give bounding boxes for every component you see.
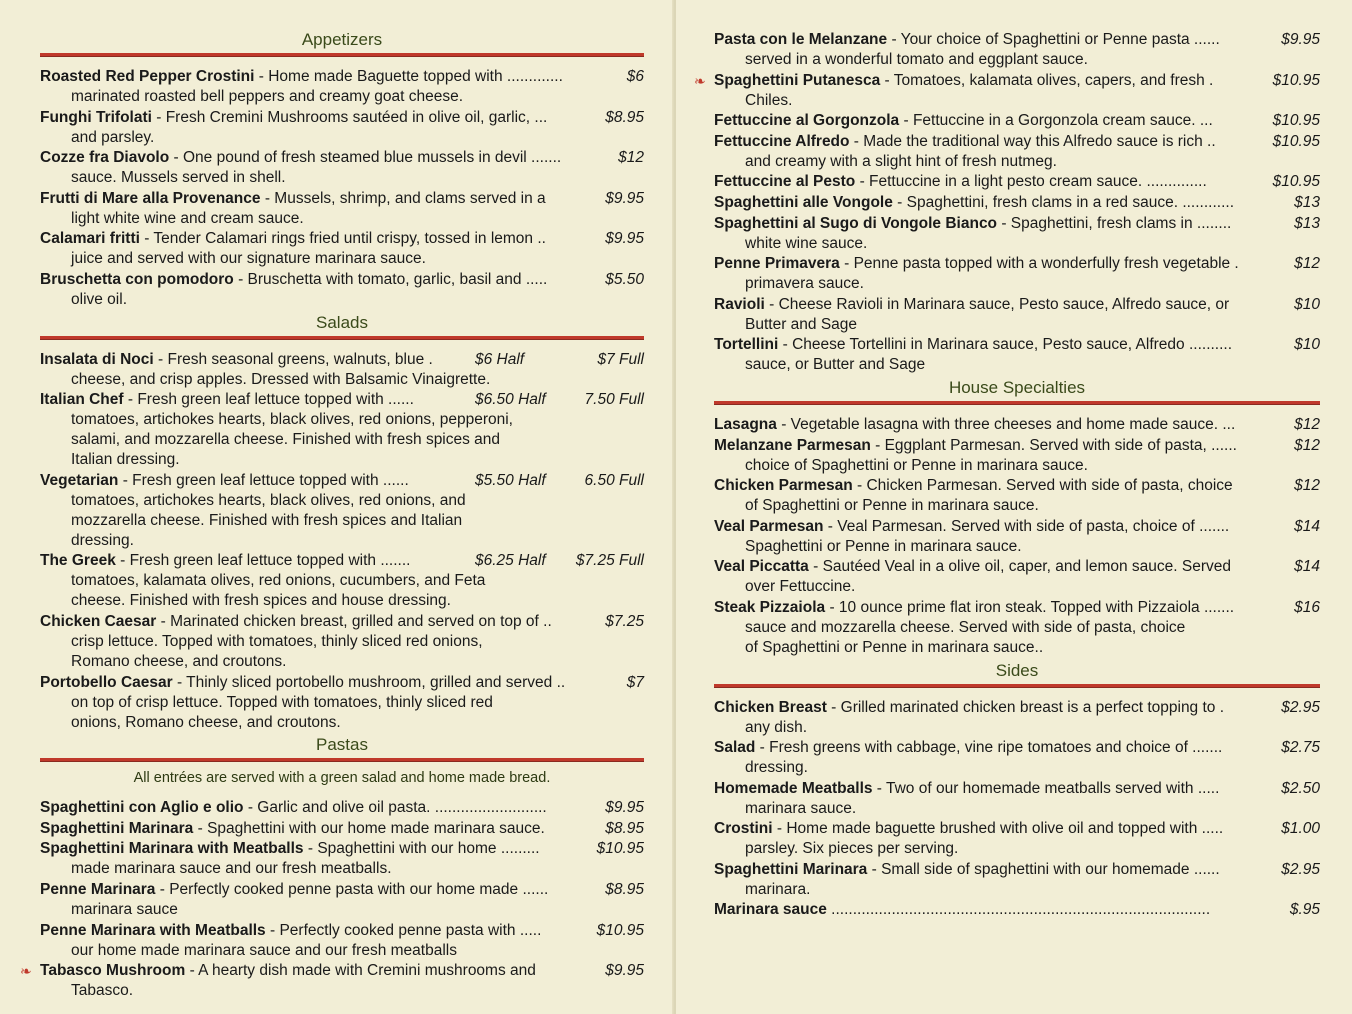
menu-item <box>714 172 1320 192</box>
item-first-line <box>40 551 644 571</box>
item-description-cont: crisp lettuce. Topped with tomatoes, thinly sliced red onions, <box>71 632 483 650</box>
item-price: $10.95 <box>596 921 644 939</box>
menu-item <box>714 295 1320 335</box>
item-description: - Eggplant Parmesan. Served with side of pasta, ...... <box>870 436 1237 454</box>
item-description-cont: parsley. Six pieces per serving. <box>745 840 959 858</box>
section-rule <box>714 401 1320 405</box>
menu-item <box>714 436 1320 476</box>
item-name: Salad <box>714 739 756 757</box>
item-price: $.95 <box>1289 901 1320 919</box>
item-price: $8.95 <box>605 819 644 837</box>
item-description: - Vegetable lasagna with three cheeses and home made sauce. ... <box>776 415 1236 433</box>
item-first-line <box>714 132 1320 152</box>
item-first-line <box>714 30 1320 50</box>
item-description: - Tomatoes, kalamata olives, capers, and fresh . <box>880 71 1214 89</box>
item-name: Insalata di Noci <box>40 350 154 368</box>
item-description: - Fresh greens with cabbage, vine ripe tomatoes and choice of ....... <box>755 739 1223 757</box>
item-price-half: $6 Half <box>475 350 525 368</box>
item-description-cont: choice of Spaghettini or Penne in marinara sauce. <box>745 456 1088 474</box>
item-name: Fettuccine al Gorgonzola <box>714 112 900 130</box>
item-name: Homemade Meatballs <box>714 779 873 797</box>
item-price: $10.95 <box>1272 71 1320 89</box>
menu-left-page <box>0 0 674 1014</box>
item-description-cont: cheese. Finished with fresh spices and house dressing. <box>71 592 451 610</box>
item-name: Spaghettini alle Vongole <box>714 193 893 211</box>
item-price: $10.95 <box>1272 112 1320 130</box>
item-price: $12 <box>1294 436 1320 454</box>
item-name: Bruschetta con pomodoro <box>40 270 234 288</box>
menu-item <box>714 214 1320 254</box>
menu-item <box>714 132 1320 172</box>
item-first-line <box>40 819 644 839</box>
section-rule <box>40 336 644 340</box>
item-price: $7.25 <box>605 612 644 630</box>
item-price: $12 <box>1294 415 1320 433</box>
item-description-cont: primavera sauce. <box>745 275 864 293</box>
section-rule <box>714 684 1320 688</box>
item-first-line <box>40 921 644 941</box>
item-description-cont: marinara sauce <box>71 900 178 918</box>
item-name: The Greek <box>40 552 116 570</box>
item-name: Fettuccine al Pesto <box>714 173 856 191</box>
section-title-appetizers: Appetizers <box>301 30 383 49</box>
item-first-line <box>714 900 1320 920</box>
item-price: $9.95 <box>1281 31 1320 48</box>
item-description-cont: marinated roasted bell peppers and creamy goat cheese. <box>71 88 464 105</box>
item-price: $9.95 <box>605 962 644 980</box>
item-description: - Penne pasta topped with a wonderfully fresh vegetable . <box>839 255 1239 273</box>
item-price: $12 <box>618 149 644 167</box>
menu-item <box>40 921 644 961</box>
item-name: Portobello Caesar <box>40 673 173 691</box>
item-name: Tortellini <box>714 336 779 354</box>
item-description-cont: sauce, or Butter and Sage <box>745 356 926 374</box>
menu-item <box>714 779 1320 819</box>
section-title-sides: Sides <box>995 660 1039 680</box>
item-description-cont: on top of crisp lettuce. Topped with tomatoes, thinly sliced red <box>71 693 493 711</box>
item-description-cont: our home made marinara sauce and our fresh meatballs <box>71 941 457 959</box>
section-rule <box>40 758 644 762</box>
item-name: Spaghettini Marinara <box>714 860 868 878</box>
item-description: - Sautéed Veal in a olive oil, caper, and lemon sauce. Served <box>808 558 1232 576</box>
item-price: $16 <box>1294 598 1320 616</box>
item-first-line <box>714 111 1320 131</box>
item-first-line <box>714 172 1320 192</box>
item-first-line <box>40 350 644 370</box>
item-first-line <box>40 961 644 981</box>
item-price-full: $7 Full <box>597 350 644 368</box>
item-description: - Bruschetta with tomato, garlic, basil and ..... <box>233 270 548 288</box>
item-name: Funghi Trifolati <box>40 108 152 126</box>
item-description-cont: Tabasco. <box>71 982 134 1000</box>
section-title-house: House Specialties <box>948 377 1086 397</box>
item-description: - Spaghettini with our home ......... <box>303 840 540 858</box>
menu-item <box>714 30 1320 70</box>
menu-item <box>40 67 644 107</box>
item-first-line <box>714 738 1320 758</box>
item-description: - Cheese Tortellini in Marinara sauce, Pesto sauce, Alfredo .......... <box>778 336 1233 354</box>
item-name: Spaghettini Marinara <box>40 819 194 837</box>
item-description: - Fresh green leaf lettuce topped with ...... <box>118 471 409 489</box>
item-first-line <box>40 67 644 87</box>
menu-item <box>40 148 644 188</box>
item-first-line <box>714 598 1320 618</box>
menu-item <box>40 673 644 733</box>
item-price: $12 <box>1294 255 1320 273</box>
item-name: Steak Pizzaiola <box>714 598 826 616</box>
item-description: - Perfectly cooked penne pasta with ..... <box>265 921 542 939</box>
section-note: All entrées are served with a green salad and home made bread. <box>133 770 551 787</box>
item-description-cont: tomatoes, artichokes hearts, black olives, red onions, and <box>71 491 466 509</box>
item-description-cont: cheese, and crisp apples. Dressed with Balsamic Vinaigrette. <box>71 370 491 388</box>
item-price-full: 6.50 Full <box>584 471 644 489</box>
item-name: Vegetarian <box>40 471 119 489</box>
left-column <box>20 28 644 1002</box>
item-price: $10 <box>1294 336 1320 354</box>
item-description-cont: over Fettuccine. <box>745 578 856 596</box>
item-first-line <box>40 148 644 168</box>
menu-item <box>714 860 1320 900</box>
item-description-cont: juice and served with our signature marinara sauce. <box>71 250 426 268</box>
item-description-cont: served in a wonderful tomato and eggplant sauce. <box>745 51 1088 68</box>
item-description: - Spaghettini, fresh clams in a red sauce. ............ <box>892 193 1234 211</box>
item-price-full: 7.50 Full <box>584 391 644 409</box>
item-name: Chicken Breast <box>714 698 827 716</box>
item-description: - Made the traditional way this Alfredo sauce is rich .. <box>849 132 1216 150</box>
item-description-cont: marinara sauce. <box>745 799 857 817</box>
item-description-cont: mozzarella cheese. Finished with fresh spices and Italian <box>71 511 463 529</box>
menu-right-page <box>676 0 1352 1014</box>
item-description-cont: Chiles. <box>745 91 793 109</box>
item-name: Penne Marinara with Meatballs <box>40 921 266 939</box>
item-price: $13 <box>1294 214 1320 232</box>
item-name: Veal Parmesan <box>714 517 824 535</box>
item-first-line <box>714 254 1320 274</box>
item-price: $9.95 <box>605 230 644 248</box>
item-first-line <box>40 612 644 632</box>
menu-item <box>714 254 1320 294</box>
item-price: $2.95 <box>1281 860 1320 878</box>
item-first-line <box>40 839 644 859</box>
item-price: $10 <box>1294 295 1320 313</box>
item-description-cont: sauce. Mussels served in shell. <box>71 169 286 187</box>
item-price: $7 <box>626 673 644 691</box>
item-name: Chicken Caesar <box>40 612 157 630</box>
item-first-line <box>40 189 644 209</box>
item-description: - Fresh green leaf lettuce topped with ....... <box>115 552 411 570</box>
section-title-salads: Salads <box>316 312 368 332</box>
item-first-line <box>40 390 644 410</box>
item-description-cont: sauce and mozzarella cheese. Served with side of pasta, choice <box>745 618 1186 636</box>
menu-item <box>714 335 1320 375</box>
item-price-half: $6.50 Half <box>475 391 546 409</box>
menu-item <box>714 557 1320 597</box>
item-price: $14 <box>1294 558 1320 576</box>
item-description-cont: white wine sauce. <box>745 234 868 252</box>
item-description-cont: and creamy with a slight hint of fresh nutmeg. <box>745 152 1057 170</box>
item-name: Frutti di Mare alla Provenance <box>40 189 261 207</box>
item-price: $14 <box>1294 517 1320 535</box>
item-first-line <box>714 415 1320 435</box>
item-first-line <box>714 335 1320 355</box>
item-price: $6 <box>626 68 644 85</box>
item-name: Veal Piccatta <box>714 558 809 576</box>
item-description-cont: light white wine and cream sauce. <box>71 209 304 227</box>
item-name: Pasta con le Melanzane <box>714 31 888 48</box>
item-price: $9.95 <box>605 799 644 817</box>
menu-item <box>40 798 644 818</box>
item-first-line <box>714 779 1320 799</box>
item-description: - Fresh green leaf lettuce topped with ...... <box>123 391 414 409</box>
item-description: - Spaghettini with our home made marinara sauce. <box>193 819 545 837</box>
menu-item <box>714 111 1320 131</box>
chili-pepper-icon: ❧ <box>20 963 32 980</box>
item-price-full: $7.25 Full <box>575 552 644 570</box>
item-first-line <box>714 71 1320 91</box>
item-description: - Spaghettini, fresh clams in ........ <box>997 214 1232 232</box>
item-name: Roasted Red Pepper Crostini <box>40 68 255 85</box>
item-description: - Veal Parmesan. Served with side of pasta, choice of ....... <box>823 517 1230 535</box>
item-price-half: $5.50 Half <box>475 471 546 489</box>
item-description: - Fresh seasonal greens, walnuts, blue . <box>153 350 433 368</box>
menu-item <box>714 415 1320 435</box>
item-first-line <box>40 108 644 128</box>
item-description-cont: of Spaghettini or Penne in marinara sauce.. <box>745 638 1044 656</box>
item-description-cont: dressing. <box>71 531 134 549</box>
item-name: Chicken Parmesan <box>714 477 853 495</box>
section-title-pastas: Pastas <box>316 735 368 755</box>
item-first-line <box>714 214 1320 234</box>
item-name: Crostini <box>714 820 773 838</box>
menu-item <box>20 961 644 1001</box>
menu-item <box>40 612 644 672</box>
item-description-cont: onions, Romano cheese, and croutons. <box>71 713 341 731</box>
item-first-line <box>714 698 1320 718</box>
item-description: - Fettuccine in a light pesto cream sauce. .............. <box>855 173 1207 191</box>
item-price: $2.50 <box>1281 779 1320 797</box>
item-price: $8.95 <box>605 108 644 126</box>
item-description-cont: and parsley. <box>71 128 155 146</box>
item-description: - Fresh Cremini Mushrooms sautéed in olive oil, garlic, ... <box>151 108 548 126</box>
chili-pepper-icon: ❧ <box>694 72 706 89</box>
item-description: ........................................................................................ <box>826 901 1211 919</box>
item-description-cont: made marinara sauce and our fresh meatballs. <box>71 860 392 878</box>
item-price: $5.50 <box>605 270 644 288</box>
item-description-cont: olive oil. <box>71 290 127 308</box>
menu-item <box>40 471 644 551</box>
item-price: $2.75 <box>1281 739 1320 757</box>
menu-item <box>40 189 644 229</box>
item-description: - Small side of spaghettini with our homemade ...... <box>867 860 1220 878</box>
item-price: $10.95 <box>1272 173 1320 191</box>
item-name: Calamari fritti <box>40 230 140 248</box>
item-description: - One pound of fresh steamed blue mussels in devil ....... <box>169 149 562 167</box>
item-name: Penne Primavera <box>714 255 840 273</box>
item-name: Spaghettini con Aglio e olio <box>40 799 244 817</box>
menu-item <box>40 270 644 310</box>
item-description: - Home made baguette brushed with olive oil and topped with ..... <box>772 820 1224 838</box>
item-name: Fettuccine Alfredo <box>714 132 850 150</box>
item-description-cont: of Spaghettini or Penne in marinara sauce. <box>745 497 1039 515</box>
item-name: Cozze fra Diavolo <box>40 149 170 167</box>
item-first-line <box>714 557 1320 577</box>
item-description: - Perfectly cooked penne pasta with our home made ...... <box>155 880 549 898</box>
item-name: Lasagna <box>714 415 777 433</box>
item-first-line <box>714 517 1320 537</box>
item-description: - 10 ounce prime flat iron steak. Topped with Pizzaiola ....... <box>825 598 1235 616</box>
item-price: $8.95 <box>605 880 644 898</box>
item-description: - Garlic and olive oil pasta. .......................... <box>243 799 547 817</box>
menu-item <box>40 108 644 148</box>
item-price-half: $6.25 Half <box>475 552 546 570</box>
item-price: $9.95 <box>605 189 644 207</box>
item-description-cont: marinara. <box>745 880 811 898</box>
item-first-line <box>40 673 644 693</box>
item-description-cont: dressing. <box>745 759 808 777</box>
item-description: - Mussels, shrimp, and clams served in a <box>260 189 546 207</box>
item-first-line <box>714 193 1320 213</box>
item-price: $10.95 <box>596 840 644 858</box>
item-first-line <box>714 436 1320 456</box>
item-name: Spaghettini Putanesca <box>714 71 881 89</box>
menu-item <box>714 738 1320 778</box>
item-description-cont: Spaghettini or Penne in marinara sauce. <box>745 537 1022 555</box>
menu-item <box>714 598 1320 658</box>
item-description-cont: Italian dressing. <box>71 451 180 469</box>
menu-item <box>40 229 644 269</box>
item-price: $12 <box>1294 477 1320 495</box>
item-description: - Grilled marinated chicken breast is a perfect topping to . <box>826 698 1225 716</box>
item-description: - Fettuccine in a Gorgonzola cream sauce. ... <box>899 112 1213 130</box>
item-first-line <box>40 229 644 249</box>
item-first-line <box>714 476 1320 496</box>
item-first-line <box>40 471 644 491</box>
item-first-line <box>714 860 1320 880</box>
item-description-cont: tomatoes, artichokes hearts, black olives, red onions, pepperoni, <box>71 411 513 429</box>
item-description-cont: Butter and Sage <box>745 315 858 333</box>
menu-item <box>714 819 1320 859</box>
right-column <box>694 30 1320 921</box>
menu-item <box>694 71 1320 111</box>
item-name: Italian Chef <box>40 391 124 409</box>
item-description: - Thinly sliced portobello mushroom, grilled and served .. <box>172 673 566 691</box>
menu-item <box>714 517 1320 557</box>
item-description-cont: salami, and mozzarella cheese. Finished with fresh spices and <box>71 431 501 449</box>
item-price: $13 <box>1294 193 1320 211</box>
item-name: Spaghettini al Sugo di Vongole Bianco <box>714 214 998 232</box>
item-price: $2.95 <box>1281 698 1320 716</box>
item-first-line <box>714 819 1320 839</box>
menu-item <box>714 193 1320 213</box>
menu-item <box>40 880 644 920</box>
menu-item <box>40 350 644 390</box>
item-first-line <box>714 295 1320 315</box>
item-description-cont: tomatoes, kalamata olives, red onions, cucumbers, and Feta <box>71 572 486 590</box>
menu-item <box>40 551 644 611</box>
item-first-line <box>40 798 644 818</box>
item-name: Penne Marinara <box>40 880 156 898</box>
item-description: - Chicken Parmesan. Served with side of pasta, choice <box>852 477 1233 495</box>
item-description: - Cheese Ravioli in Marinara sauce, Pesto sauce, Alfredo sauce, or <box>764 295 1230 313</box>
item-description-cont: Romano cheese, and croutons. <box>71 652 287 670</box>
item-name: Spaghettini Marinara with Meatballs <box>40 840 304 858</box>
item-name: Marinara sauce <box>714 901 827 919</box>
menu-item <box>40 819 644 839</box>
item-description: - A hearty dish made with Cremini mushrooms and <box>185 962 536 980</box>
item-description-cont: any dish. <box>745 718 808 736</box>
item-description: - Marinated chicken breast, grilled and served on top of .. <box>156 612 552 630</box>
item-price: $1.00 <box>1281 820 1320 838</box>
item-price: $10.95 <box>1272 132 1320 150</box>
item-name: Melanzane Parmesan <box>714 436 871 454</box>
section-rule <box>40 53 644 57</box>
menu-item <box>714 698 1320 738</box>
item-description: - Two of our homemade meatballs served with ..... <box>872 779 1220 797</box>
item-name: Tabasco Mushroom <box>40 962 186 980</box>
item-description: - Your choice of Spaghettini or Penne pasta ...... <box>887 31 1220 48</box>
item-description: - Tender Calamari rings fried until crispy, tossed in lemon .. <box>139 230 546 248</box>
item-first-line <box>40 880 644 900</box>
item-first-line <box>40 270 644 290</box>
item-description: - Home made Baguette topped with ............. <box>254 68 563 85</box>
menu-item <box>40 390 644 470</box>
item-name: Ravioli <box>714 295 765 313</box>
menu-item <box>714 900 1320 920</box>
menu-item <box>40 839 644 879</box>
menu-item <box>714 476 1320 516</box>
